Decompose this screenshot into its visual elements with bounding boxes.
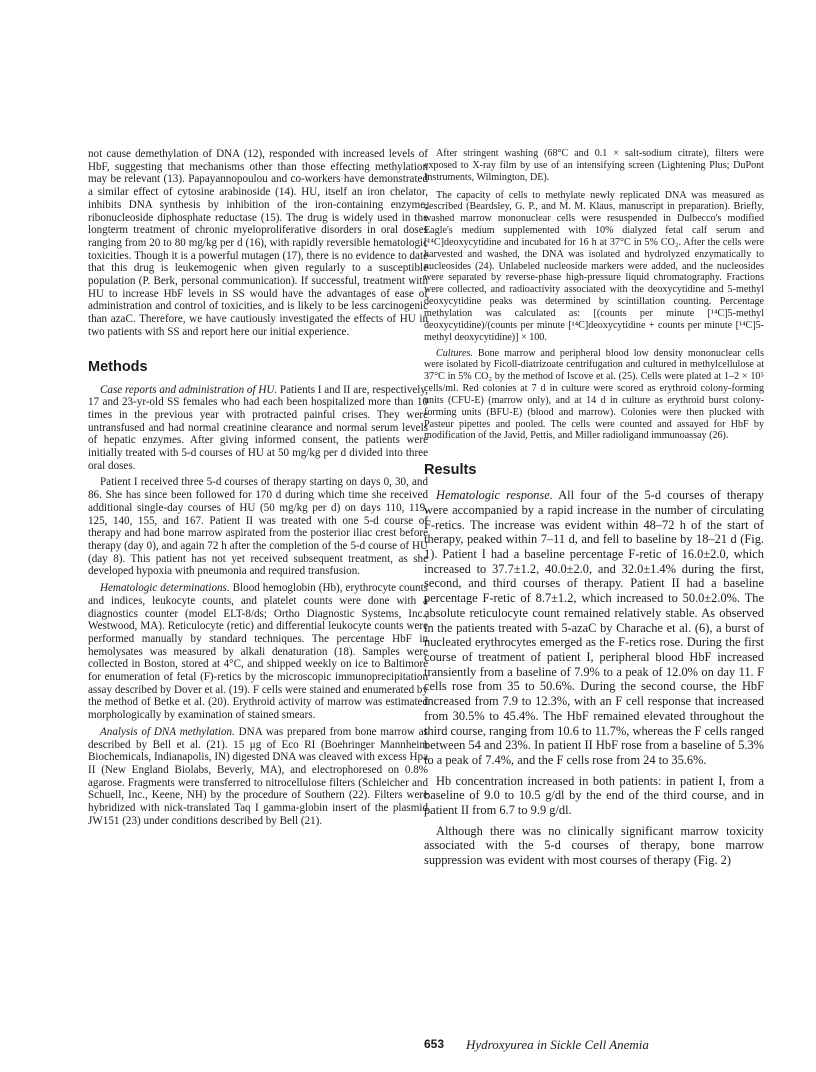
hematologic-response-text: All four of the 5-d courses of therapy were accompanied by a rapid increase in the number of circulating F-retics. The increase was evident within 48–72 h of the start of therapy, peaked within 7–11 d, and fell to baseline by 18–21 d (Fig. 1). Patient I had a baseline percentage F-retic of 16.0±2.0, which increased to 37.7±1.2, 40.0±2.0, and 32.0±1.4% during the first, second, and third courses of therapy. Patient II had a baseline percentage F-retic of 8.7±1.2, which increased to 50.0±2.0%. The absolute reticulocyte count remained relatively stable. As observed in the patients treated with 5-azaC by Charache et al. (6), a burst of nucleated erythrocytes emerged as the F-retics rose. During the first course of treatment of patient I, peripheral blood HbF increased transiently from a baseline of 7.9% to a peak of 12.0% on day 11. F cells rose from 35 to 50.6%. During the second course, the HbF increased from 7.9 to 12.3%, with an F cell response that increased from 30.5% to 45.4%. The HbF remained elevated throughout the third course, ranging from 10.6 to 11.7%, whereas the F cells ranged between 54 and 23%. In patient II HbF rose from a baseline of 5.3% to a peak of 7.4%, and the F cells rose from 24 to 35.6%. [424, 488, 764, 767]
dna-methylation-text: DNA was prepared from bone marrow as described by Bell et al. (21). 15 μg of Eco RI (Boehringer Mannheim Biochemicals, Indianapolis, IN) digested DNA was cleaved with excess Hpa II (New England Biolabs, Beverly, MA), and electrophoresed on 0.8% agarose. Fragments were transferred to nitrocellulose filters (Schleicher and Schuell, Inc., Keene, NH) by the procedure of Southern (22). Filters were hybridized with nick-translated Taq I gamma-globin insert of the plasmid JW151 (23) under conditions described by Bell (21). [88, 725, 428, 827]
page-number: 653 [424, 1037, 445, 1051]
methods-heading: Methods [88, 358, 148, 375]
patient-one-paragraph: Patient I received three 5-d courses of therapy starting on days 0, 30, and 86. She has since been followed for 170 d during which time she received additional single-day courses of HU (50 mg/kg per d) on days 110, 119, 125, 140, 155, and 167. Patient II was treated with one 5-d course of therapy and had bone marrow aspirated from the posterior iliac crest before therapy (day 0), and again 72 h after the completion of the 5-d course of HU (day 8). This patient has not yet received subsequent treatment, as she developed hypoxia with pneumonia and required transfusion. [88, 476, 428, 578]
left-column [88, 148, 428, 827]
washing-paragraph: After stringent washing (68°C and 0.1 × salt-sodium citrate), filters were exposed to X-ray film by use of an intensifying screen (Lightening Plus; DuPont Instruments, Wilmington, DE). [424, 148, 764, 183]
dna-methylation-paragraph [88, 726, 428, 828]
hematologic-response-paragraph [424, 488, 764, 767]
cultures-paragraph [424, 348, 764, 443]
case-reports-text: Patients I and II are, respectively, 17 and 23-yr-old SS females who had each been hospitalized more than 10 times in the previous year with protracted painful crises. They were untransfused and had normal creatinine clearance and normal serum levels of hepatic enzymes. After giving informed consent, the patients were initially treated with 5-d courses of HU at 50 mg/kg per d divided into three oral doses. [88, 383, 428, 472]
hematologic-title: Hematologic determinations. [100, 582, 230, 595]
results-heading: Results [424, 462, 477, 479]
hb-concentration-paragraph: Hb concentration increased in both patients: in patient I, from a baseline of 9.0 to 10.5 g/dl by the end of the third course, and in patient II from 6.7 to 9.9 g/dl. [424, 773, 764, 818]
intro-paragraph: not cause demethylation of DNA (12), responded with increased levels of HbF, suggesting that mechanisms other than those effecting methylation may be relevant (13). Papayannopoulou and co-workers have demonstrated a similar effect of cytosine arabinoside (14). HU, itself an iron chelator, inhibits DNA synthesis by inhibition of the iron-containing enzyme, ribonucleoside diphosphate reductase (15). The drug is widely used in the longterm treatment of chronic myeloproliferative disorders in oral doses ranging from 20 to 80 mg/kg per d (16), with rapidly reversible hematologic toxicities. Though it is a powerful mutagen (17), there is no evidence to date that this drug is leukemogenic when given regularly to a susceptible population (P. Berk, personal communication). If successful, treatment with HU to increase HbF levels in SS would have the advantages of ease of administration and control of toxicities, and is likely to be less carcinogenic than azaC. Therefore, we have cautiously investigated the effects of HU in two patients with SS and report here our initial experience. [88, 148, 428, 338]
hematologic-response-title: Hematologic response. [436, 488, 553, 503]
marrow-toxicity-paragraph: Although there was no clinically significant marrow toxicity associated with the 5-d courses of therapy, bone marrow suppression was evident with most courses of therapy (Fig. 2) [424, 823, 764, 868]
running-title: Hydroxyurea in Sickle Cell Anemia [466, 1037, 649, 1052]
hematologic-paragraph [88, 582, 428, 722]
cultures-text: Bone marrow and peripheral blood low density mononuclear cells were isolated by Ficoll-diatrizoate centrifugation and cultured in methylcellulose at 37°C in 5% CO₂ by the method of Iscove et al. (25). Cells were plated at 1–2 × 10⁵ cells/ml. Red colonies at 7 d in culture were scored as erythroid colony-forming units (CFU-E) (marrow only), and at 14 d in culture as erythroid burst colony-forming units (BFU-E) (blood and marrow). Colonies were then plucked with Pasteur pipettes and pooled. The cells were counted and assayed for HbF by modification of the Javid, Pettis, and Miller radioligand immunoassay (26). [424, 347, 764, 442]
hematologic-text: Blood hemoglobin (Hb), erythrocyte counts and indices, leukocyte counts, and platelet counts were done with a diagnostics counter (model ELT-8/ds; Ortho Diagnostic Systems, Inc., Westwood, MA). Reticulocyte (retic) and differential leukocyte counts were performed manually by standard techniques. The percentage HbF in hemolysates was measured by alkali denaturation (18). Samples were collected in Boston, stored at 4°C, and shipped weekly on ice to Baltimore for enumeration of fetal (F)-retics by the microscopic immunoprecipitation assay described by Dover et al. (19). F cells were stained and enumerated by the method of Betke et al. (20). Erythroid activity of marrow was estimated morphologically by examination of stained smears. [88, 582, 429, 722]
cultures-title: Cultures. [436, 347, 473, 359]
case-reports-title: Case reports and administration of HU. [100, 383, 278, 396]
methylation-capacity-paragraph: The capacity of cells to methylate newly replicated DNA was measured as described (Beardsley, G. P., and M. M. Klaus, manuscript in preparation). Briefly, washed marrow mononuclear cells were resuspended in Dulbecco's modified Eagle's medium supplemented with 10% dialyzed fetal calf serum and [¹⁴C]deoxycytidine and incubated for 16 h at 37°C in 5% CO₂. After the cells were harvested and washed, the DNA was isolated and hydrolyzed enzymatically to nucleosides (24). Unlabeled nucleoside markers were added, and the nucleosides were separated by reverse-phase high-pressure liquid chromatography. Fractions were collected, and radioactivity associated with the deoxycytidine and 5-methyl deoxycytidine peaks was determined by scintillation counting. Percentage methylation was calculated as: [(counts per minute [¹⁴C]5-methyl deoxycytidine)/(counts per minute [¹⁴C]deoxycytidine + counts per minute [¹⁴C]5-methyl deoxycytidine)] × 100. [424, 189, 764, 343]
right-column [424, 148, 764, 868]
dna-methylation-title: Analysis of DNA methylation. [100, 725, 235, 738]
case-reports-paragraph [88, 384, 428, 473]
